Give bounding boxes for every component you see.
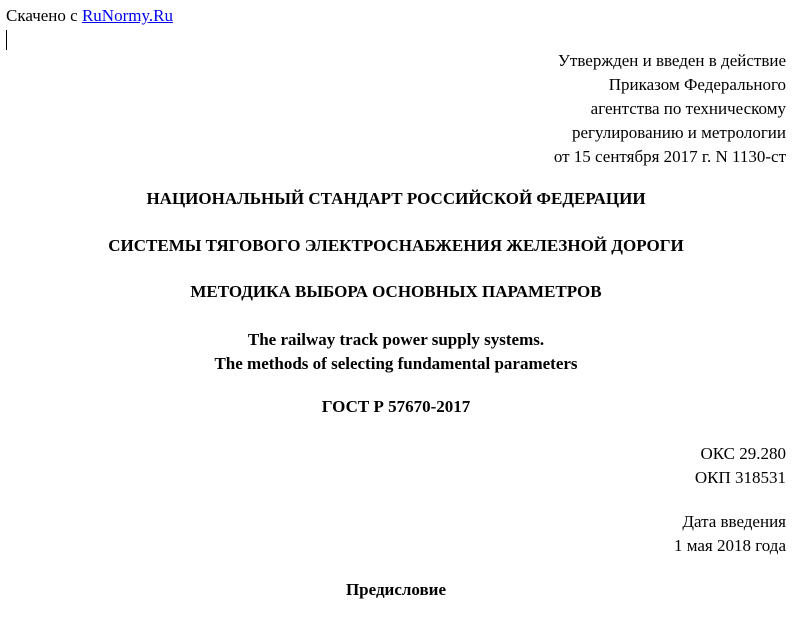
source-link[interactable]: RuNormy.Ru bbox=[81, 6, 173, 25]
foreword-heading: Предисловие bbox=[345, 580, 447, 599]
national-standard-title: НАЦИОНАЛЬНЫЙ СТАНДАРТ РОССИЙСКОЙ ФЕДЕРАЦИИ bbox=[146, 189, 646, 208]
approval-line: регулированию и метрологии bbox=[571, 123, 786, 142]
standard-subject-title: СИСТЕМЫ ТЯГОВОГО ЭЛЕКТРОСНАБЖЕНИЯ ЖЕЛЕЗНОЙ ДОРОГИ bbox=[108, 236, 684, 255]
classification-codes bbox=[695, 442, 786, 490]
approval-line: Приказом Федерального bbox=[608, 75, 786, 94]
text-cursor bbox=[6, 30, 7, 50]
intro-date-value: 1 мая 2018 года bbox=[673, 536, 786, 555]
english-title bbox=[0, 328, 792, 376]
approval-block bbox=[554, 49, 786, 169]
method-title: МЕТОДИКА ВЫБОРА ОСНОВНЫХ ПАРАМЕТРОВ bbox=[190, 282, 602, 301]
approval-line: Утвержден и введен в действие bbox=[557, 51, 786, 70]
english-title-line: The railway track power supply systems. bbox=[247, 330, 545, 349]
oks-code: ОКС 29.280 bbox=[700, 444, 786, 463]
okp-code: ОКП 318531 bbox=[694, 468, 786, 487]
approval-line: агентства по техническому bbox=[590, 99, 786, 118]
intro-date-label: Дата введения bbox=[682, 512, 786, 531]
english-title-line: The methods of selecting fundamental parameters bbox=[214, 354, 578, 373]
gost-number: ГОСТ Р 57670-2017 bbox=[321, 397, 471, 416]
intro-date-block bbox=[674, 510, 786, 558]
source-line bbox=[6, 6, 173, 26]
approval-line: от 15 сентября 2017 г. N 1130-ст bbox=[553, 147, 786, 166]
source-prefix: Скачено с bbox=[6, 6, 82, 25]
